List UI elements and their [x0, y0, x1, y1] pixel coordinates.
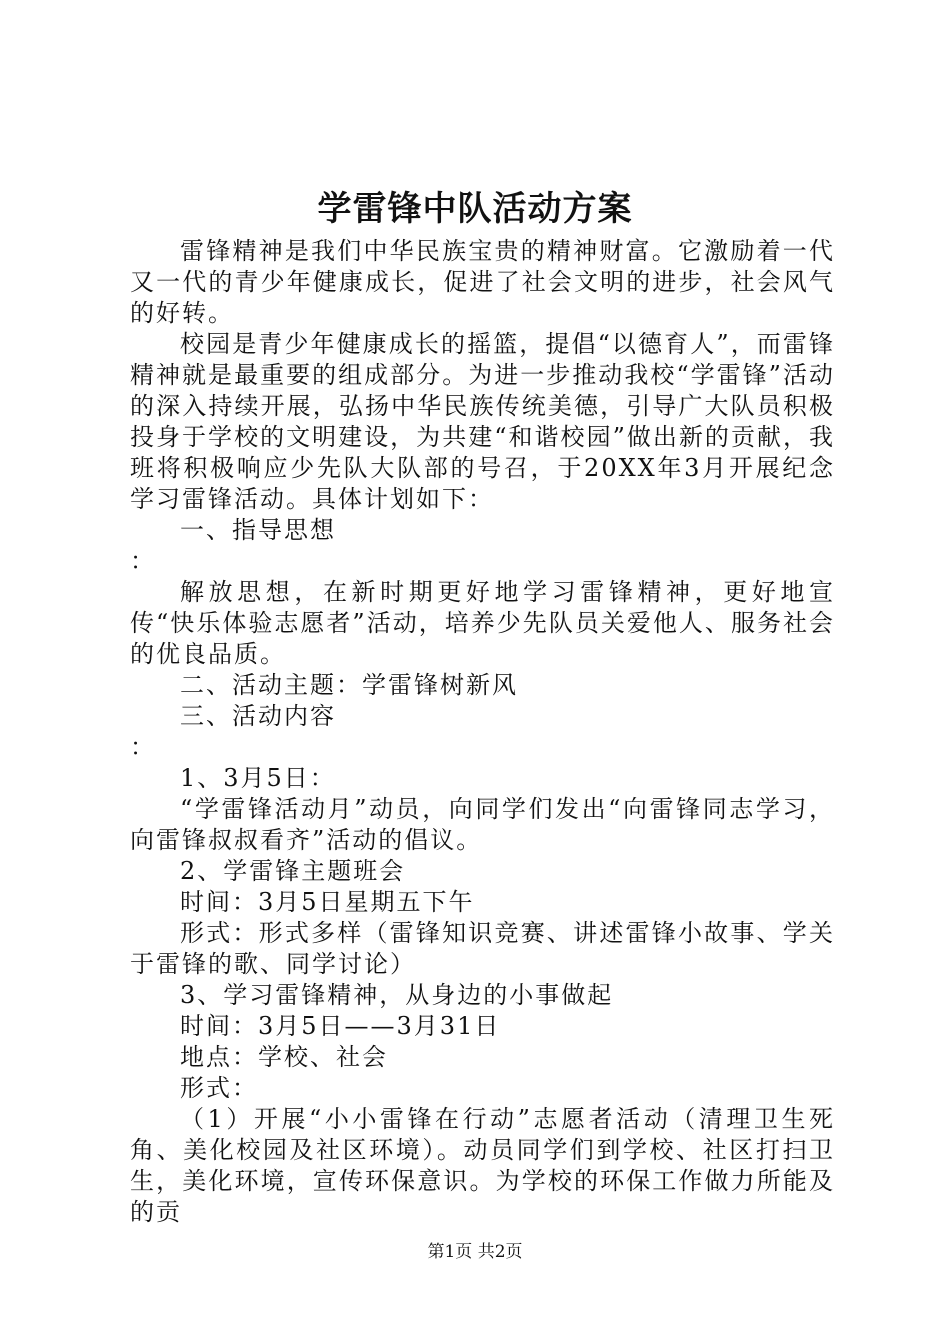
heading-guiding-thought: 一、指导思想	[180, 516, 336, 544]
item-3-heading: 3、学习雷锋精神，从身边的小事做起	[180, 981, 614, 1009]
item-1-heading: 1、3月5日：	[180, 764, 336, 792]
item-2-form: 形式：形式多样（雷锋知识竞赛、讲述雷锋小故事、学关于雷锋的歌、同学讨论）	[130, 919, 835, 978]
item-3-form-label: 形式：	[180, 1074, 258, 1102]
paragraph-intro: 雷锋精神是我们中华民族宝贵的精神财富。它激励着一代又一代的青少年健康成长，促进了社会文明的进步，社会风气的好转。	[130, 237, 835, 327]
stray-colon: ：	[130, 733, 156, 761]
paragraph-guiding-thought: 解放思想，在新时期更好地学习雷锋精神，更好地宣传“快乐体验志愿者”活动，培养少先队员关爱他人、服务社会的优良品质。	[130, 578, 835, 668]
page-footer: 第1页 共2页	[427, 1242, 523, 1262]
document-title: 学雷锋中队活动方案	[317, 189, 633, 229]
item-1-text: “学雷锋活动月”动员，向同学们发出“向雷锋同志学习，向雷锋叔叔看齐”活动的倡议。	[130, 795, 835, 854]
item-3-form-1: （1）开展“小小雷锋在行动”志愿者活动（清理卫生死角、美化校园及社区环境）。动员同学们到学校、社区打扫卫生，美化环境，宣传环保意识。为学校的环保工作做力所能及的贡	[130, 1105, 835, 1226]
item-3-time: 时间：3月5日——3月31日	[180, 1012, 501, 1040]
heading-activity-content: 三、活动内容	[180, 702, 336, 730]
item-2-heading: 2、学雷锋主题班会	[180, 857, 406, 885]
paragraph-background: 校园是青少年健康成长的摇篮，提倡“以德育人”，而雷锋精神就是最重要的组成部分。为进一步推动我校“学雷锋”活动的深入持续开展，弘扬中华民族传统美德，引导广大队员积极投身于学校的文明建设，为共建“和谐校园”做出新的贡献，我班将积极响应少先队大队部的号召，于20XX年3月开展纪念学习雷锋活动。具体计划如下：	[130, 330, 835, 513]
heading-activity-theme: 二、活动主题：学雷锋树新风	[180, 671, 518, 699]
document-body	[130, 236, 835, 1228]
item-2-time: 时间：3月5日星期五下午	[180, 888, 475, 916]
item-3-location: 地点：学校、社会	[180, 1043, 388, 1071]
stray-colon: ：	[130, 547, 156, 575]
